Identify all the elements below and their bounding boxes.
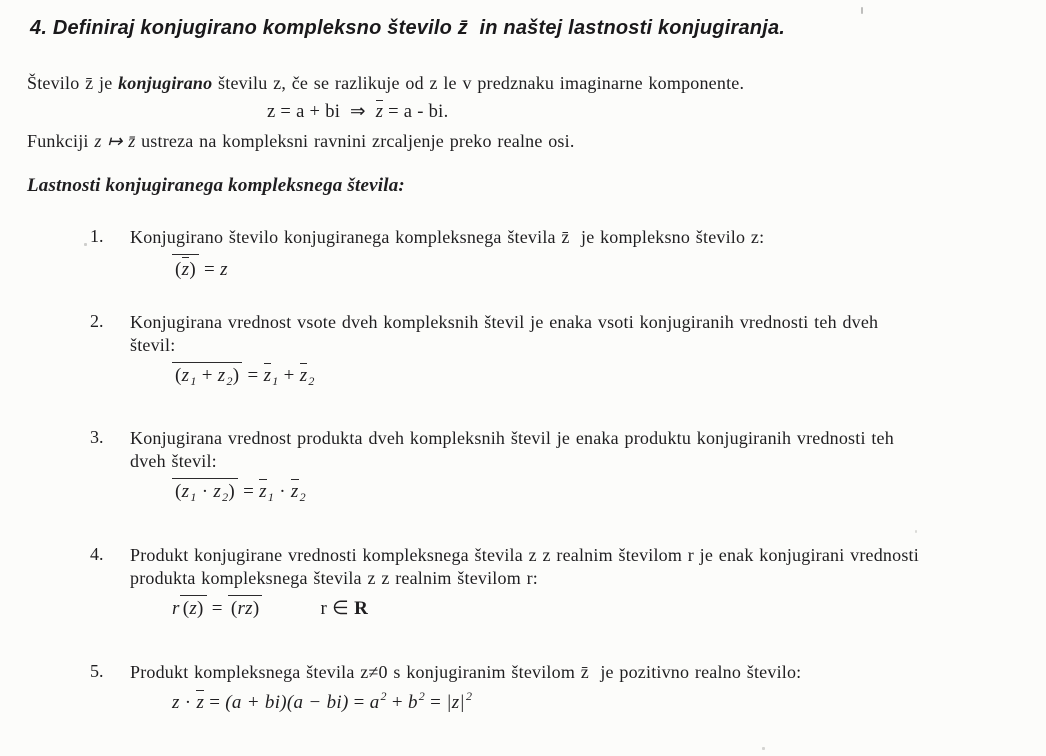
- math-superscript: 2: [418, 689, 426, 703]
- math-group: [172, 598, 180, 620]
- formula-1: [172, 254, 1030, 281]
- math-token: $b^2$: [407, 689, 426, 713]
- math-token: $z_2$: [217, 365, 233, 388]
- math-token: z: [375, 102, 384, 122]
- list-item-1: [90, 226, 1030, 281]
- math-superscript: 2: [380, 689, 387, 703]
- list-item-5: [90, 661, 1030, 714]
- math-token: ·: [274, 481, 291, 502]
- item-text: [130, 226, 1030, 249]
- math-token: ): [252, 598, 260, 619]
- item-text-line: Konjugirana vrednost vsote dveh kompleksnih števil je enaka vsoti konjugiranih vrednosti teh dveh: [130, 312, 879, 332]
- math-token: $z_2$: [213, 481, 229, 504]
- math-token: =: [206, 598, 228, 619]
- item-text: [130, 311, 1030, 357]
- item-text-line: Produkt konjugirane vrednosti kompleksnega števila z z realnim številom r je enak konjugirani vrednosti: [130, 545, 919, 565]
- math-token: r ∈: [320, 598, 355, 619]
- funkciji-text-post: ustreza na kompleksni ravnini zrcaljenje preko realne osi.: [135, 131, 575, 151]
- item-number: 4.: [90, 544, 104, 564]
- math-token: $|z|^2$: [446, 689, 473, 713]
- math-token: $z_1$: [263, 365, 279, 388]
- formula-5: [172, 689, 1030, 714]
- math-token: ): [189, 259, 196, 280]
- item-text-line: produkta kompleksnega števila z z realnim številom r:: [130, 568, 538, 588]
- math-token: z: [172, 692, 180, 713]
- math-group: [199, 259, 228, 281]
- math-token: (: [175, 481, 182, 502]
- funkciji-math: z ↦ z̄: [94, 131, 136, 151]
- math-token: =: [425, 692, 447, 713]
- math-token: ·: [196, 481, 214, 502]
- math-group: [238, 479, 306, 505]
- math-token: ): [232, 365, 240, 386]
- math-token: (a + bi)(a − bi): [225, 692, 349, 713]
- list-item-2: [90, 311, 1030, 389]
- math-token: $z_2$: [299, 365, 315, 388]
- math-token: (: [230, 598, 238, 619]
- math-token: z = a + bi: [267, 102, 351, 122]
- item-text-line: Konjugirano število konjugiranega kompleksnega števila z̄ je kompleksno število z:: [130, 227, 765, 247]
- math-subscript: 2: [308, 374, 315, 388]
- math-group: [172, 478, 238, 505]
- formula-4: [172, 595, 1030, 620]
- math-group: [172, 689, 472, 714]
- page-title: 4. Definiraj konjugirano kompleksno število z̄ in naštej lastnosti konjugiranja.: [30, 17, 786, 39]
- math-token: z: [189, 598, 198, 619]
- list-item-4: [90, 544, 1030, 620]
- math-token: =: [204, 692, 226, 713]
- formula-3: [172, 478, 1030, 505]
- math-subscript: 2: [299, 490, 306, 504]
- math-token: $z_2$: [290, 481, 306, 504]
- item-text-line: števil:: [130, 335, 176, 355]
- math-group: [320, 597, 368, 620]
- math-subscript: 2: [226, 374, 233, 388]
- math-group: [172, 254, 199, 281]
- math-token: (: [182, 598, 190, 619]
- math-subscript: 1: [267, 490, 275, 504]
- math-group: [228, 595, 263, 620]
- item-number: 5.: [90, 661, 104, 681]
- section-heading: Lastnosti konjugiranega kompleksnega števila:: [27, 175, 405, 196]
- math-token: $z_1$: [181, 365, 197, 388]
- item-number: 2.: [90, 311, 104, 331]
- funkciji-paragraph: [27, 130, 575, 153]
- item-text-line: dveh števil:: [130, 451, 217, 471]
- math-token: r: [172, 598, 180, 619]
- scan-speck: [915, 530, 917, 533]
- math-token: =: [242, 365, 264, 386]
- math-token: ): [197, 598, 204, 619]
- math-token: =: [238, 481, 260, 502]
- item-text: [130, 544, 1030, 590]
- math-token: $a^2$: [369, 689, 387, 713]
- math-token: =: [198, 259, 221, 280]
- math-token: z: [196, 692, 205, 713]
- math-group: [267, 100, 449, 123]
- math-group: [180, 595, 207, 620]
- scan-speck: [762, 747, 765, 750]
- math-token: ⇒: [350, 102, 366, 122]
- math-group: [172, 362, 242, 389]
- math-group: [207, 598, 228, 620]
- math-subscript: 2: [222, 490, 229, 504]
- math-token: $z_1$: [181, 481, 197, 504]
- math-token: z: [181, 259, 190, 280]
- math-token: +: [196, 365, 218, 386]
- scan-speck: [84, 243, 87, 246]
- math-token: +: [278, 365, 300, 386]
- scan-speck: [861, 7, 863, 14]
- formula-2: [172, 362, 1030, 389]
- formula-definition: [267, 100, 449, 123]
- item-text: [130, 661, 1030, 684]
- math-token: ): [228, 481, 236, 502]
- math-superscript: 2: [465, 689, 473, 703]
- math-token: (: [175, 259, 182, 280]
- intro-text-post: številu z, če se razlikuje od z le v predznaku imaginarne komponente.: [212, 73, 745, 93]
- list-item-3: [90, 427, 1030, 505]
- item-number: 1.: [90, 226, 104, 246]
- math-subscript: 1: [190, 374, 197, 388]
- math-token: +: [386, 692, 408, 713]
- math-token: $z_1$: [259, 481, 275, 504]
- math-token: (: [175, 365, 182, 386]
- intro-text-bold: konjugirano: [118, 73, 213, 93]
- intro-text-pre: Število z̄ je: [27, 73, 119, 93]
- intro-paragraph: [27, 72, 744, 95]
- math-token: ·: [179, 692, 197, 713]
- math-token: = a - bi.: [383, 102, 449, 122]
- math-token: z: [220, 259, 228, 280]
- item-text: [130, 427, 1030, 473]
- item-text-line: Produkt kompleksnega števila z≠0 s konjugiranim številom z̄ je pozitivno realno število:: [130, 662, 802, 682]
- math-group: [242, 363, 314, 389]
- item-number: 3.: [90, 427, 104, 447]
- math-token: [366, 102, 376, 122]
- math-token: R: [354, 598, 369, 619]
- funkciji-text-pre: Funkciji: [27, 131, 95, 151]
- math-token: rz: [237, 598, 253, 619]
- item-text-line: Konjugirana vrednost produkta dveh kompleksnih števil je enaka produktu konjugiranih vrednosti teh: [130, 428, 894, 448]
- math-token: =: [348, 692, 370, 713]
- math-subscript: 1: [272, 374, 279, 388]
- math-subscript: 1: [190, 490, 197, 504]
